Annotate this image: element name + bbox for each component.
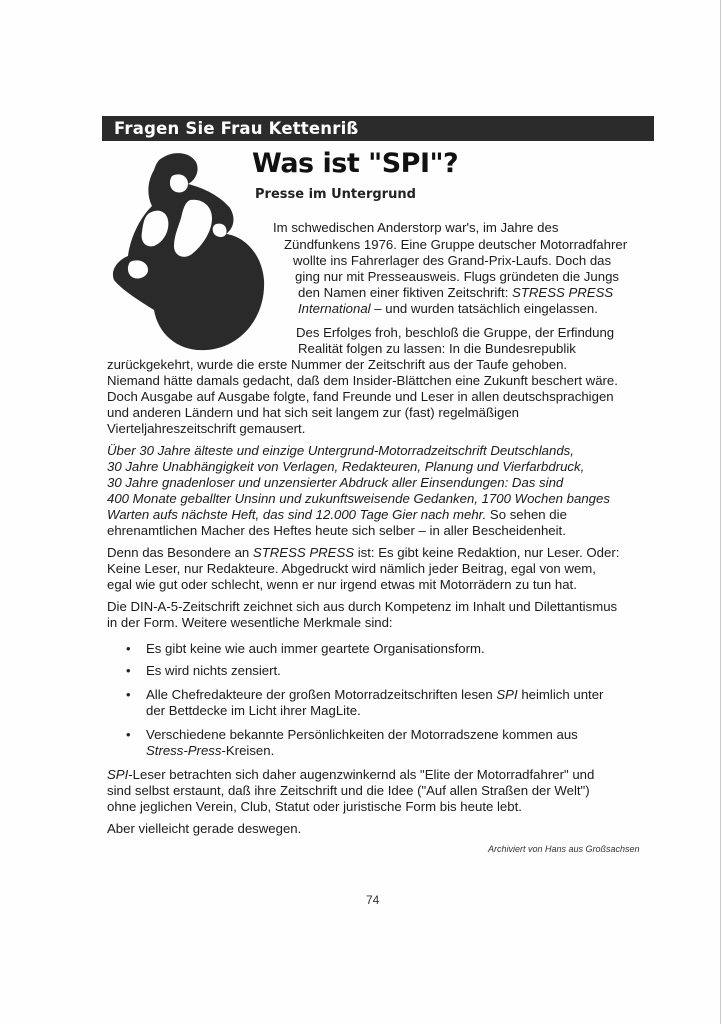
p7: Aber vielleicht gerade deswegen.	[107, 821, 302, 836]
p4-line-1-end: ist: Es gibt keine Redaktion, nur Leser. Oder:	[354, 545, 620, 560]
bullet-dot: •	[126, 727, 131, 742]
bullet-3-end: heimlich unter	[517, 687, 604, 702]
article-title: Was ist "SPI"?	[252, 148, 459, 179]
bullet-4-line-2	[146, 743, 274, 759]
bullet-3-spi: SPI	[496, 687, 518, 702]
p1-line-6	[298, 301, 598, 317]
p3-line-2-text: 30 Jahre Unabhängigkeit von Verlagen, Redakteuren, Planung und Vierfarbdruck,	[107, 459, 585, 474]
p1-line-1: Im schwedischen Anderstorp war's, im Jahre des	[273, 220, 559, 235]
p2-line-6: und anderen Ländern und hat sich seit langem zur (fast) regelmäßigen	[107, 405, 519, 420]
p4-line-1	[107, 545, 619, 561]
section-header: Fragen Sie Frau Kettenriß	[102, 116, 654, 141]
bullet-dot: •	[126, 641, 131, 656]
p4-line-1-start: Denn das Besondere an	[107, 545, 253, 560]
archive-credit: Archiviert von Hans aus Großsachsen	[488, 844, 640, 854]
bullet-3-start: Alle Chefredakteure der großen Motorradzeitschriften lesen	[146, 687, 497, 702]
p5-line-1: Die DIN-A-5-Zeitschrift zeichnet sich aus durch Kompetenz im Inhalt und Dilettantismus	[107, 599, 618, 614]
p1-line-5	[298, 285, 613, 301]
p6-line-1-text: -Leser betrachten sich daher augenzwinkernd als "Elite der Motorradfahrer" und	[128, 767, 595, 782]
p6-line-1	[107, 767, 594, 783]
p1-line-6-text: – und wurden tatsächlich eingelassen.	[370, 301, 598, 316]
bullet-4-italic: Stress-Press	[146, 743, 222, 758]
motorcycle-rider-illustration	[108, 150, 270, 355]
p5-line-2: in der Form. Weitere wesentliche Merkmale sind:	[107, 615, 393, 630]
p4-line-3: egal wie gut oder schlecht, wenn er nur irgend etwas mit Motorrädern zu tun hat.	[107, 577, 577, 592]
p4-line-2: Keine Leser, nur Redakteure. Abgedruckt wird nämlich jeder Beitrag, egal von wem,	[107, 561, 596, 576]
p6-spi: SPI	[107, 767, 129, 782]
p2-line-7: Vierteljahreszeitschrift gemausert.	[107, 421, 306, 436]
bullet-1: Es gibt keine wie auch immer geartete Organisationsform.	[146, 641, 485, 656]
bullet-4-end: -Kreisen.	[221, 743, 275, 758]
bullet-dot: •	[126, 663, 131, 678]
p3-line-1-text: Über 30 Jahre älteste und einzige Untergrund-Motorradzeitschrift Deutschlands,	[107, 443, 574, 458]
p2-line-1: Des Erfolges froh, beschloß die Gruppe, der Erfindung	[296, 325, 615, 340]
p3-line-6: ehrenamtlichen Macher des Heftes heute sich selber – in aller Bescheidenheit.	[107, 523, 566, 538]
international-word: International	[298, 301, 371, 316]
bullet-2: Es wird nichts zensiert.	[146, 663, 281, 678]
p1-line-3: wollte ins Fahrerlager des Grand-Prix-Laufs. Doch das	[293, 253, 612, 268]
p3-line-1	[107, 443, 574, 459]
p6-line-3: ohne jeglichen Verein, Club, Statut oder juristische Form bis heute lebt.	[107, 799, 522, 814]
article-subtitle: Presse im Untergrund	[255, 187, 416, 202]
bullet-3-line-2: der Bettdecke im Licht ihrer MagLite.	[146, 703, 361, 718]
stress-press-name: STRESS PRESS	[512, 285, 614, 300]
p3-line-3	[107, 475, 563, 491]
p3-line-5	[107, 507, 567, 523]
bullet-3-line-1	[146, 687, 603, 703]
p1-line-2: Zündfunkens 1976. Eine Gruppe deutscher Motorradfahrer	[284, 237, 628, 252]
p3-line-4	[107, 491, 610, 507]
p2-line-3: zurückgekehrt, wurde die erste Nummer der Zeitschrift aus der Taufe gehoben.	[107, 357, 568, 372]
p3-line-5-italic: Warten aufs nächste Heft, das sind 12.000 Tage Gier nach mehr.	[107, 507, 487, 522]
p3-line-2	[107, 459, 584, 475]
p1-line-4: ging nur mit Presseausweis. Flugs gründeten die Jungs	[295, 269, 620, 284]
p3-line-3-text: 30 Jahre gnadenloser und unzensierter Abdruck aller Einsendungen: Das sind	[107, 475, 564, 490]
p4-stress-press: STRESS PRESS	[252, 545, 355, 560]
p2-line-2: Realität folgen zu lassen: In die Bundesrepublik	[298, 341, 576, 356]
p2-line-4: Niemand hätte damals gedacht, daß dem Insider-Blättchen eine Zukunft beschert wäre.	[107, 373, 618, 388]
page-number: 74	[366, 893, 380, 907]
p6-line-2: sind selbst erstaunt, daß ihre Zeitschrift und die Idee ("Auf allen Straßen der Welt")	[107, 783, 590, 798]
scan-edge	[720, 0, 721, 1024]
p1-line-5-text: den Namen einer fiktiven Zeitschrift:	[298, 285, 513, 300]
p3-line-5-text: So sehen die	[486, 507, 567, 522]
p3-line-4-text: 400 Monate geballter Unsinn und zukunftsweisende Gedanken, 1700 Wochen banges	[107, 491, 610, 506]
bullet-4-line-1: Verschiedene bekannte Persönlichkeiten der Motorradszene kommen aus	[146, 727, 578, 742]
p2-line-5: Doch Ausgabe auf Ausgabe folgte, fand Freunde und Leser in allen deutschsprachigen	[107, 389, 614, 404]
bullet-dot: •	[126, 687, 131, 702]
